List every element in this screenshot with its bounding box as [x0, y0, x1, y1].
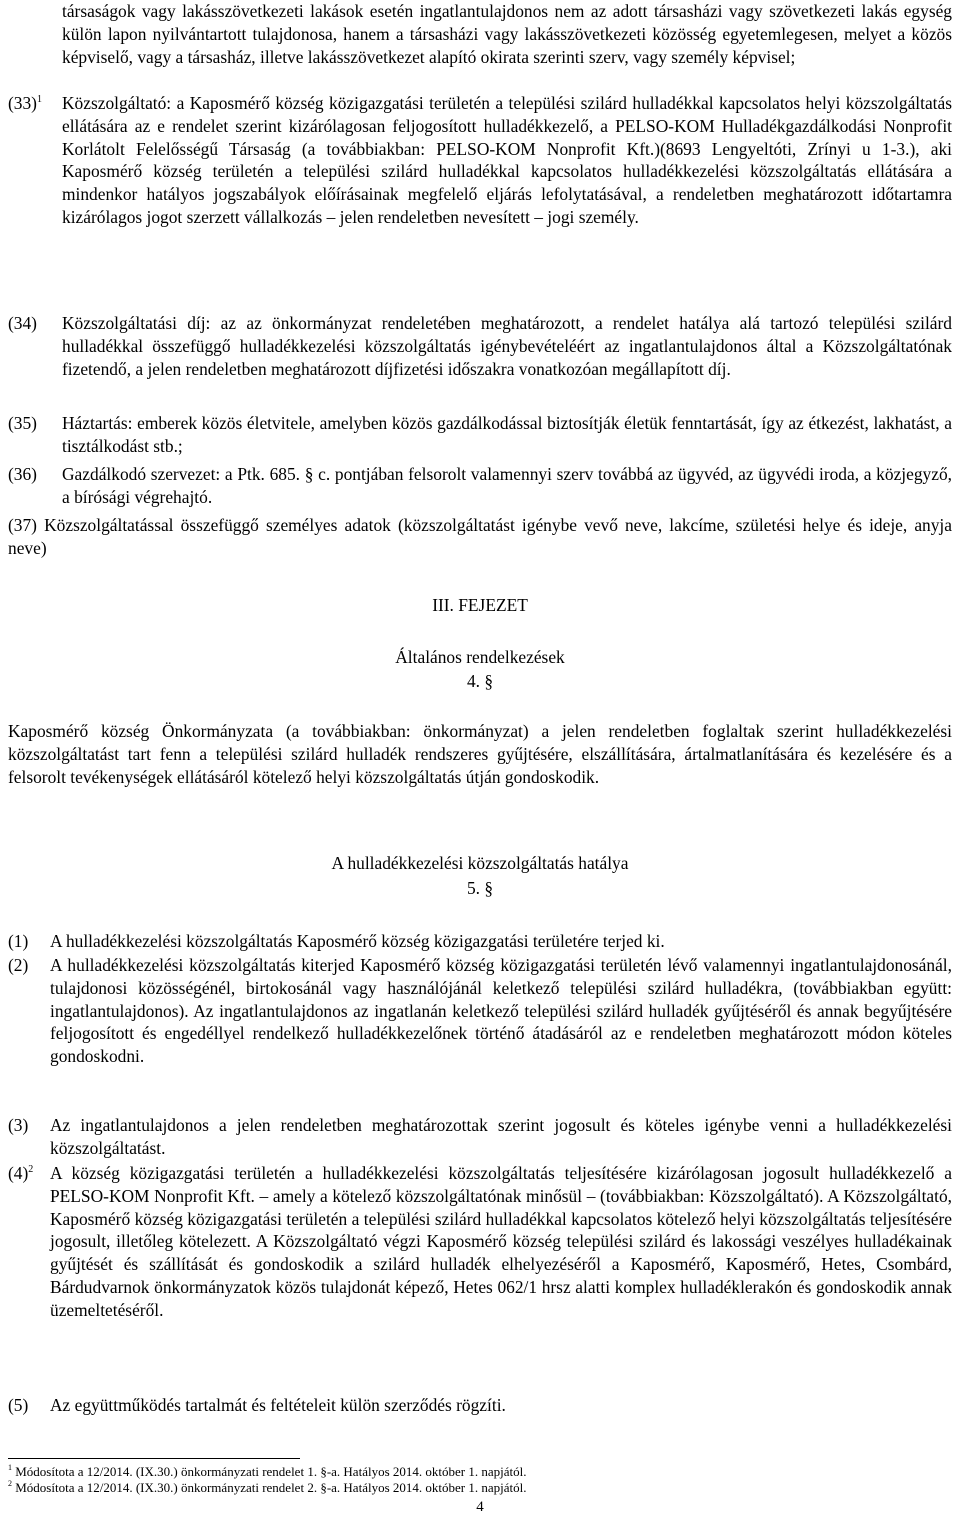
page-number: 4	[476, 1499, 484, 1515]
footnote-ref-1[interactable]: 1	[36, 94, 42, 105]
definition-text: Közszolgáltató: a Kaposmérő község közigazgatási területén a települési szilárd hulladékkal kapcsolatos helyi közszolgáltatás ellátására az e rendelet szerint kizárólagosan feljogosított hulladékkezelő, a PELSO-KOM Hulladékgazdálkodási Nonprofit Korlátolt Felelősségű Társaság (a továbbiakban: PELSO-KOM Nonprofit Kft.)(8693 Lengyeltóti, Zrínyi u 1-3.), aki Kaposmérő község területén a települési szilárd hulladékkal kapcsolatos hulladékkezelési közszolgáltatás ellátására a mindenkor hatályos jogszabályok előírásainak megfelelő eljárás lefolytatásával, a rendeletben meghatározott időtartamra kizárólagos jogot szerzett vállalkozás – jelen rendeletben nevesített – jogi személy.	[62, 93, 952, 227]
section-title: Általános rendelkezések	[395, 647, 565, 667]
paragraph-1	[8, 930, 952, 953]
definition-text: Közszolgáltatási díj: az az önkormányzat rendeletében meghatározott, a rendelet hatálya alá tartozó települési szilárd hulladékkal összefüggő hulladékkezelési közszolgáltatás igénybevételéért az ingatlantulajdonos által a Közszolgáltatónak fizetendő, a jelen rendeletben meghatározott díjfizetési időszakra vonatkozóan megállapított díj.	[62, 313, 952, 379]
footnote-2	[8, 1480, 526, 1496]
definition-number: $(33)^1$	[8, 93, 42, 113]
paragraph-text: A hulladékkezelési közszolgáltatás kiterjed Kaposmérő község közigazgatási területén lévő valamennyi ingatlantulajdonosánál, tulajdonosi közösségénél, birtokosánál vagy használójánál keletkező települési szilárd hulladékra, (továbbiakban együtt: ingatlantulajdonos). Az ingatlantulajdonos az ingatlanán keletkező települési szilárd hulladék gyűjtéséről és annak begyűjtésére feljogosított és engedéllyel rendelkező hulladékkezelőnek történő átadásáról az e rendeletben meghatározott módon köteles gondoskodni.	[50, 955, 952, 1067]
paragraph-number: $(4)^2$	[8, 1163, 34, 1183]
footnote-text: Módosítota a 12/2014. (IX.30.) önkormányzati rendelet 1. §-a. Hatályos 2014. október 1. napjától.	[15, 1464, 527, 1479]
paragraph-number: (3)	[8, 1115, 29, 1135]
paragraph-number: (2)	[8, 955, 29, 975]
paragraph-5	[8, 1394, 952, 1417]
definition-34	[8, 312, 952, 380]
footnote-divider	[8, 1458, 300, 1459]
definition-33	[8, 92, 952, 229]
paragraph-text: Az együttműködés tartalmát és feltételeit külön szerződés rögzíti.	[50, 1395, 506, 1415]
definition-number: (34)	[8, 313, 37, 333]
paragraph-number: (5)	[8, 1395, 29, 1415]
footnote-ref-2[interactable]: 2	[28, 1164, 34, 1175]
definition-35	[8, 412, 952, 458]
section-4-text: Kaposmérő község Önkormányzata (a továbbiakban: önkormányzat) a jelen rendeletben foglaltak szerint hulladékkezelési közszolgáltatást tart fenn a települési szilárd hulladék rendszeres gyűjtésére, elszállítására, ártalmatlanítására és kezelésére és a felsorolt tevékenységek ellátásáról kötelező helyi közszolgáltatás útján gondoskodik.	[8, 721, 952, 787]
paragraph-2	[8, 954, 952, 1068]
footnote-marker: 1	[8, 1463, 12, 1472]
section-number: 4. §	[466, 671, 494, 691]
paragraph-text: A község közigazgatási területén a hulladékkezelési közszolgáltatás teljesítésére kizárólagosan jogosult hulladékkezelő a PELSO-KOM Nonprofit Kft. – amely a kötelező közszolgáltatónak minősül – (továbbiakban: Közszolgáltató). A Közszolgáltató, Kaposmérő község közigazgatási területén a települési szilárd hulladékkal kapcsolatos kötelező helyi közszolgáltatás teljesítésére jogosult, illetőleg kötelezett. A Közszolgáltató végzi Kaposmérő község települési szilárd és lakossági veszélyes hulladékainak gyűjtését és szállítását és gondoskodik a szilárd hulladék elhelyezéséről a Kaposmérő, Kaposmérő, Hetes, Csombárd, Bárdudvarnok önkormányzatok közös tulajdonát képező, Hetes 062/1 hrsz alatti komplex hulladéklerakón és gondoskodik annak üzemeltetéséről.	[50, 1163, 952, 1320]
chapter-heading: III. FEJEZET	[432, 595, 528, 615]
definition-text: Közszolgáltatással összefüggő személyes adatok (közszolgáltatást igénybe vevő neve, lakcíme, születési helye és ideje, anyja neve)	[8, 515, 952, 558]
paragraph-4	[8, 1162, 952, 1322]
definition-number: (36)	[8, 464, 37, 484]
footnote-1	[8, 1464, 526, 1480]
continued-definition-text: társaságok vagy lakásszövetkezeti lakások esetén ingatlantulajdonos nem az adott társasházi vagy szövetkezeti lakás egység külön lapon nyilvántartott tulajdonosa, hanem a társasházi vagy lakásszövetkezeti közösség egyetemlegesen, melyet a közös képviselő, vagy a társasház, illetve lakásszövetkezet alapító okirata szerinti szerv, vagy személy képvisel;	[62, 1, 952, 67]
definition-number: (37)	[8, 515, 37, 535]
paragraph-text: A hulladékkezelési közszolgáltatás Kaposmérő község közigazgatási területére terjed ki.	[50, 931, 665, 951]
definition-37	[8, 514, 952, 560]
definition-number: (35)	[8, 413, 37, 433]
section-number: 5. §	[466, 878, 494, 898]
footnote-text: Módosítota a 12/2014. (IX.30.) önkormányzati rendelet 2. §-a. Hatályos 2014. október 1. napjától.	[15, 1480, 527, 1495]
section-title: A hulladékkezelési közszolgáltatás hatálya	[331, 853, 629, 873]
definition-text: Gazdálkodó szervezet: a Ptk. 685. § c. pontjában felsorolt valamennyi szerv továbbá az ügyvéd, az ügyvédi iroda, a közjegyző, a bírósági végrehajtó.	[62, 464, 952, 507]
paragraph-number: (1)	[8, 931, 29, 951]
paragraph-3	[8, 1114, 952, 1160]
definition-36	[8, 463, 952, 509]
paragraph-text: Az ingatlantulajdonos a jelen rendeletben meghatározottak szerint jogosult és köteles igénybe venni a hulladékkezelési közszolgáltatást.	[50, 1115, 952, 1158]
definition-text: Háztartás: emberek közös életvitele, amelyben közös gazdálkodással biztosítják életük fenntartását, így az étkezést, lakhatást, a tisztálkodást stb.;	[62, 413, 952, 456]
footnote-marker: 2	[8, 1479, 12, 1488]
